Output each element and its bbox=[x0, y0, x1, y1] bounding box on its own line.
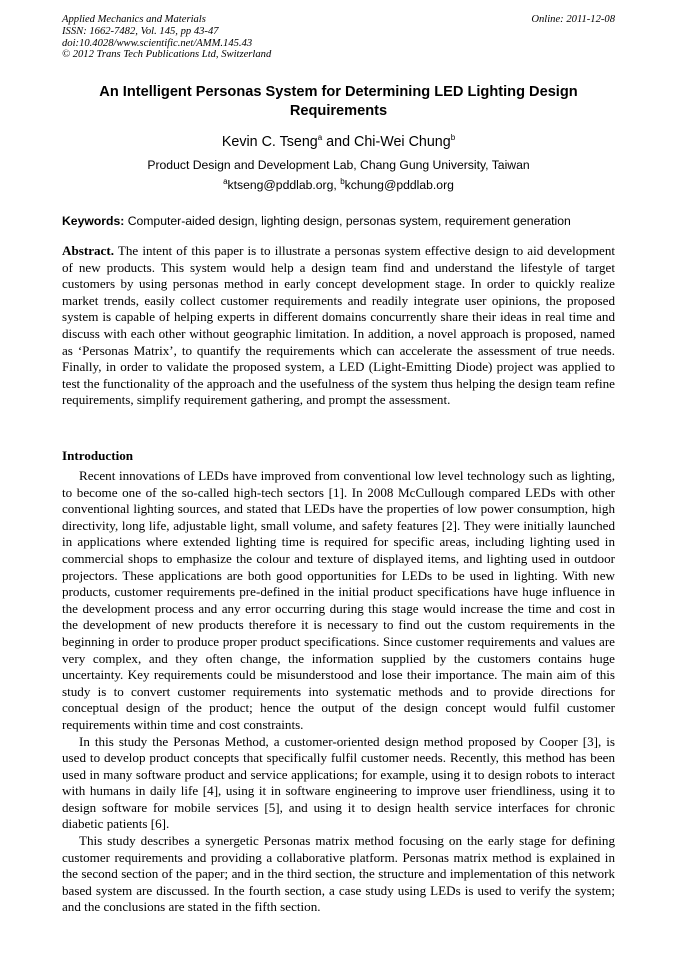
journal-issn: ISSN: 1662-7482, Vol. 145, pp 43-47 bbox=[62, 25, 219, 37]
email-b-mark: b bbox=[340, 176, 345, 186]
email-a-mark: a bbox=[223, 176, 228, 186]
section-heading-introduction: Introduction bbox=[62, 448, 134, 463]
email-separator: , bbox=[333, 178, 341, 192]
author-1-mark: a bbox=[317, 133, 323, 143]
email-a[interactable]: ktseng@pddlab.org bbox=[227, 178, 334, 192]
abstract-label: Abstract. bbox=[62, 243, 114, 258]
author-2-mark: b bbox=[450, 133, 456, 143]
keywords-label: Keywords: bbox=[62, 214, 125, 228]
journal-copyright: © 2012 Trans Tech Publications Ltd, Switzerland bbox=[62, 49, 272, 61]
author-conjunction: and bbox=[322, 134, 355, 150]
journal-name: Applied Mechanics and Materials bbox=[62, 14, 206, 25]
paragraph: Recent innovations of LEDs have improved from conventional low level technology such as lighting, to become one of the so-called high-tech sectors [1]. In 2008 McCullough compared LEDs with other conventional lighting sources, and stated that LEDs have the properties of low power consumption, high directivity, long life, adjustable light, small volume, and safety features [2]. They were initially launched in applications where extended lighting time is required for specific areas, including lighting used in commercial shops to emphasize the colour and texture of displayed items, and lighting used in outdoor projectors. These applications are both good opportunities for LEDs to be used in lighting. With new products, customer requirements pre-defined in the initial product specifications have huge influence in the development process and any error occurring during this stage would increase the time and cost in the development of new products therefore it is necessary to find out the custom requirements in the beginning in order to produce proper product specifications. Since customer requirements and values are very complex, and they often change, the information supplied by the customers contains huge uncertainty. Key requirements could be misunderstood and lose their importance. The main aim of this study is to convert customer requirements into systematic methods and to provide directions for conceptual design of the product; hence the output of the design concept would fulfil customer requirements within time and cost constraints. bbox=[62, 468, 615, 732]
abstract bbox=[62, 243, 615, 409]
journal-header bbox=[62, 14, 615, 61]
abstract-text: The intent of this paper is to illustrate a personas system effective design to aid development of new products. This system would help a design team find and understand the lifestyle of target customers by using personas method in early concept development stage. In order to quickly realize market trends, easily collect customer requirements and readily integrate user opinions, the proposed system is capable of helping experts in different domains concurrently share their ideas in real time and discuss with each other without geographic limitation. In addition, a novel approach is proposed, named as ‘Personas Matrix’, to quantify the requirements which can accelerate the assessment of true needs. Finally, in order to validate the proposed system, a LED (Light-Emitting Diode) project was applied to test the functionality of the approach and the usefulness of the system thus helping the design team refine requirements, simplify requirement gathering, and prompt the assessment. bbox=[62, 243, 615, 408]
keywords-text: Computer-aided design, lighting design, personas system, requirement generation bbox=[124, 214, 571, 228]
paper-title: An Intelligent Personas System for Determining LED Lighting Design Requirements bbox=[99, 84, 578, 119]
author-line bbox=[60, 133, 617, 151]
paragraph: In this study the Personas Method, a customer-oriented design method proposed by Cooper [3], is used to develop product concepts that specifically fulfil customer needs. Recently, this method has been used in many software product and service applications; for example, using it to design robots to interact with humans in daily life [4], using it in software engineering to improve user friendliness, using it to design software for mobile services [5], and using it to design health service interfaces for chronic diabetic patients [6]. bbox=[62, 733, 615, 832]
email-b[interactable]: kchung@pddlab.org bbox=[344, 178, 454, 192]
author-2: Chi-Wei Chung bbox=[354, 134, 451, 150]
introduction-body bbox=[62, 468, 615, 916]
journal-doi: doi:10.4028/www.scientific.net/AMM.145.43 bbox=[62, 37, 253, 49]
affiliation: Product Design and Development Lab, Chang Gung University, Taiwan bbox=[147, 158, 530, 172]
author-1: Kevin C. Tseng bbox=[221, 134, 318, 150]
online-date: Online: 2011-12-08 bbox=[531, 14, 615, 25]
email-line bbox=[60, 178, 617, 193]
keywords bbox=[62, 214, 622, 229]
paragraph: This study describes a synergetic Personas matrix method focusing on the early stage for defining customer requirements and providing a collaborative platform. Personas matrix method is explained in the second section of the paper; and in the third section, the structure and implementation of this network based system are discussed. In the fourth section, a case study using LEDs is used to verify the system; and the conclusions are stated in the fifth section. bbox=[62, 833, 615, 915]
